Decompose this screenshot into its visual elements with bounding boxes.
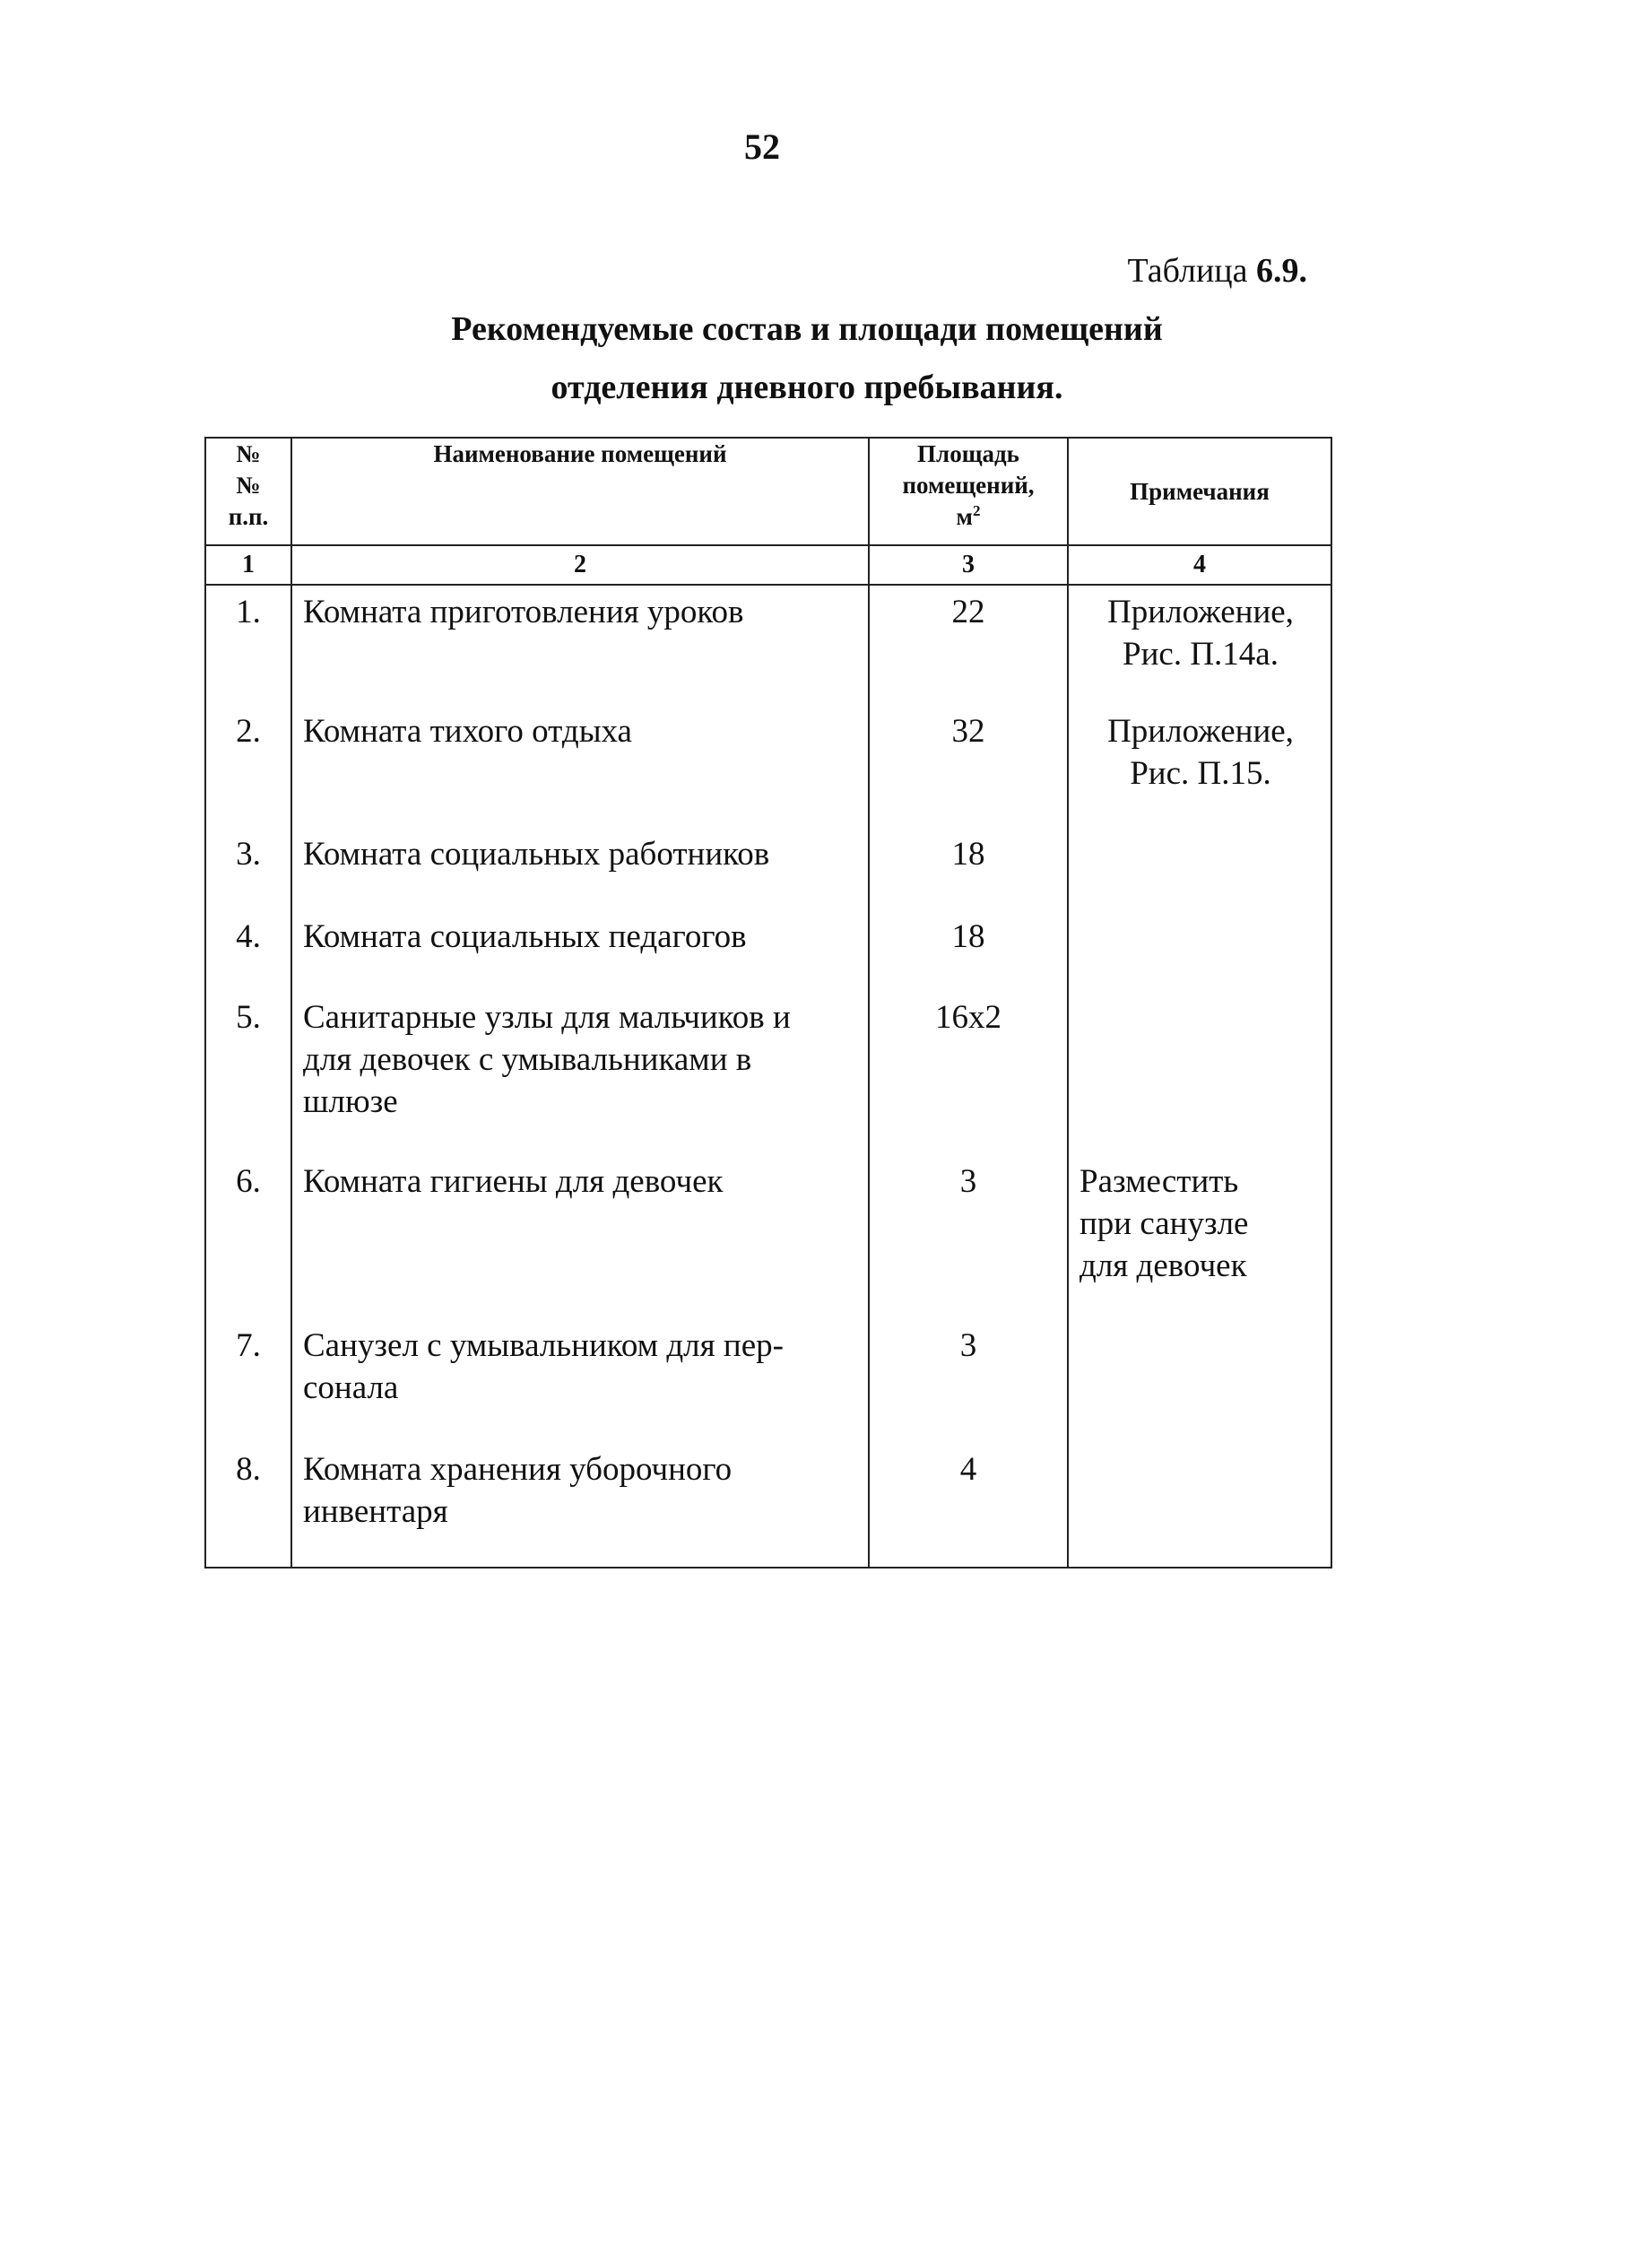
row-number: 5. xyxy=(205,991,291,1155)
room-name: Комната гигиены для девочек xyxy=(291,1155,869,1319)
room-name-line1: Санитарные узлы для мальчиков и xyxy=(303,999,791,1036)
header-area-unit-m: м xyxy=(956,503,973,530)
column-number-3: 3 xyxy=(869,545,1068,585)
room-note-line2: Рис. П.14а. xyxy=(1123,636,1279,673)
room-name xyxy=(291,991,869,1155)
table-row xyxy=(205,585,1331,705)
column-number-4: 4 xyxy=(1068,545,1331,585)
header-number xyxy=(205,438,291,545)
room-note-line2: Рис. П.15. xyxy=(1130,755,1271,792)
header-number-line3: п.п. xyxy=(228,503,269,530)
room-note xyxy=(1068,991,1331,1155)
row-number: 8. xyxy=(205,1443,291,1568)
room-name-line3: шлюзе xyxy=(303,1083,398,1120)
table-row xyxy=(205,1443,1331,1568)
table-row xyxy=(205,828,1331,910)
header-area-unit xyxy=(870,501,1067,533)
header-number-line1: № xyxy=(236,440,261,467)
room-note xyxy=(1068,1443,1331,1568)
room-note-line2 xyxy=(1079,1203,1322,1245)
table-title-line2: отделения дневного пребывания. xyxy=(551,369,1063,406)
table-row xyxy=(205,910,1331,991)
room-area: 3 xyxy=(869,1155,1068,1319)
room-area: 22 xyxy=(869,585,1068,705)
header-number-line2: № xyxy=(236,472,261,499)
room-area: 4 xyxy=(869,1443,1068,1568)
room-name: Комната социальных педагогов xyxy=(291,910,869,991)
room-note xyxy=(1068,705,1331,828)
header-notes: Примечания xyxy=(1068,438,1331,545)
table-header-row xyxy=(205,438,1331,545)
room-note xyxy=(1068,828,1331,910)
room-name: Комната приготовления уроков xyxy=(291,585,869,705)
room-area: 18 xyxy=(869,910,1068,991)
table-row xyxy=(205,1155,1331,1319)
column-number-row xyxy=(205,545,1331,585)
table-label xyxy=(1127,251,1307,291)
room-note-line1: Приложение, xyxy=(1107,713,1294,750)
room-name: Комната социальных работников xyxy=(291,828,869,910)
column-number-2: 2 xyxy=(291,545,869,585)
room-name xyxy=(291,1443,869,1568)
room-note xyxy=(1068,1319,1331,1443)
room-name-line2: инвентаря xyxy=(303,1493,448,1530)
row-number: 3. xyxy=(205,828,291,910)
row-number: 1. xyxy=(205,585,291,705)
room-name: Комната тихого отдыха xyxy=(291,705,869,828)
header-area-unit-sup: 2 xyxy=(972,502,981,519)
table-row xyxy=(205,705,1331,828)
room-name-line2: для девочек с умывальниками в xyxy=(303,1041,752,1078)
page-number: 52 xyxy=(744,126,780,167)
room-note-line1: Разместить xyxy=(1079,1163,1239,1200)
table-label-word: Таблица xyxy=(1127,252,1248,290)
room-area: 16х2 xyxy=(869,991,1068,1155)
room-note-line2-text: при санузле xyxy=(1079,1205,1249,1242)
rooms-table xyxy=(204,437,1332,1568)
row-number: 4. xyxy=(205,910,291,991)
table-title-line1: Рекомендуемые состав и площади помещений xyxy=(451,310,1163,348)
header-area-line1: Площадь xyxy=(917,440,1019,467)
table-row xyxy=(205,991,1331,1155)
room-area: 3 xyxy=(869,1319,1068,1443)
room-note-line1: Приложение, xyxy=(1107,594,1294,630)
row-number: 7. xyxy=(205,1319,291,1443)
room-note-line3: для девочек xyxy=(1079,1247,1247,1284)
room-name-line2: сонала xyxy=(303,1369,399,1406)
room-area: 32 xyxy=(869,705,1068,828)
row-number: 6. xyxy=(205,1155,291,1319)
room-note xyxy=(1068,1155,1331,1319)
room-note xyxy=(1068,585,1331,705)
room-area: 18 xyxy=(869,828,1068,910)
table-row xyxy=(205,1319,1331,1443)
header-room-name: Наименование помещений xyxy=(291,438,869,545)
table-label-number: 6.9. xyxy=(1256,252,1307,290)
room-name-line1: Санузел с умывальником для пер- xyxy=(303,1327,784,1364)
room-name xyxy=(291,1319,869,1443)
room-name-line1: Комната хранения уборочного xyxy=(303,1451,733,1488)
column-number-1: 1 xyxy=(205,545,291,585)
header-area-line2: помещений, xyxy=(902,472,1035,499)
row-number: 2. xyxy=(205,705,291,828)
room-note xyxy=(1068,910,1331,991)
header-area xyxy=(869,438,1068,545)
